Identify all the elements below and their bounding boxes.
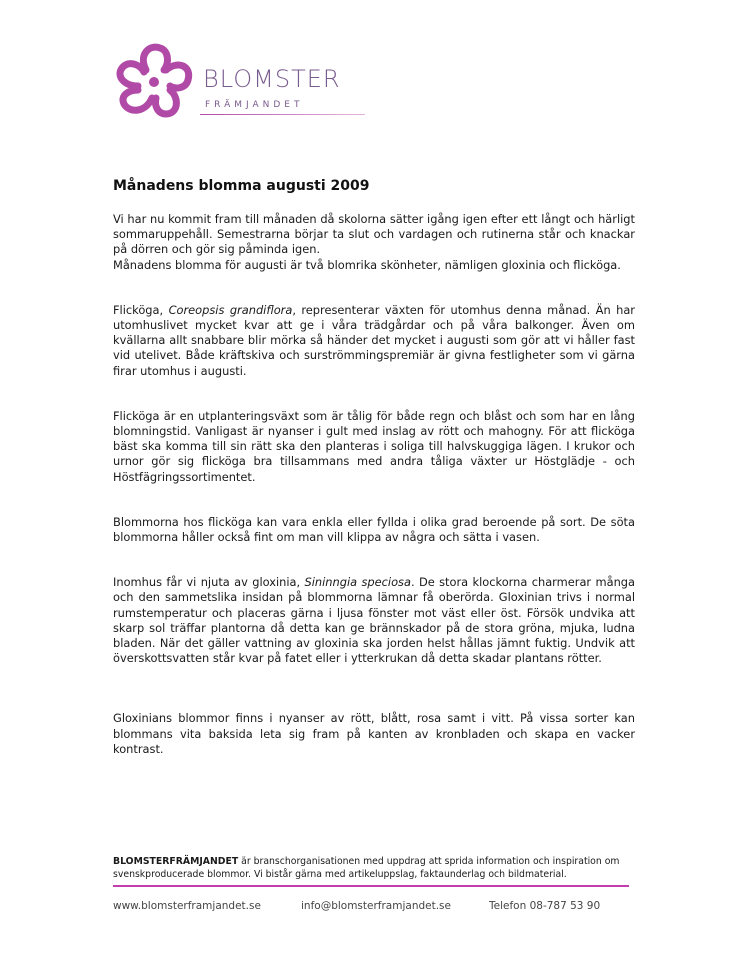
article: [113, 178, 635, 757]
paragraph-5: Blommorna hos flicköga kan vara enkla eller fyllda i olika grad beroende på sort. De söta blommorna håller också fint om man vill klippa av några och sätta i vasen.: [113, 514, 635, 545]
logo-name: BLOMSTER: [203, 65, 341, 93]
paragraph-2: Månadens blomma för augusti är två blomrika skönheter, nämligen gloxinia och flickögа.: [113, 257, 621, 272]
footer-website-link[interactable]: www.blomsterframjandet.se: [113, 900, 261, 912]
blomsterframjandet-logo: [108, 40, 368, 130]
footer-divider: [113, 885, 629, 887]
footer-phone: Telefon 08-787 53 90: [489, 900, 601, 912]
paragraph-7: Gloxinians blommor finns i nyanser av rött, blått, rosa samt i vitt. På vissa sorter kan blommans vita baksida leta sig fram på kanten av kronbladen och skapa en vacker kontrast.: [113, 711, 635, 756]
flower-logo-icon: [108, 40, 203, 130]
paragraph-3: Flicköga, Coreopsis grandiflora, representerar växten för utomhus denna månad. Än har utomhuslivet mycket kvar att ge i våra trädgårdar och på våra balkonger. Även om kvällarna allt snabbare blir mörka så händer det mycket i augusti som gör att vi håller fast vid utelivet. Både kräftskiva och surströmmingspremiär är givna festligheter som vi gärna firar utomhus i augusti.: [113, 302, 635, 378]
logo-underline: [200, 114, 365, 115]
footer: [113, 855, 635, 912]
footer-org-name: BLOMSTERFRÄMJANDET: [113, 856, 239, 867]
paragraph-1: Vi har nu kommit fram till månaden då skolorna sätter igång igen efter ett långt och härligt sommaruppehåll. Semestrarna börjar ta slut och vardagen och rutinerna står och knackar på dörren och gör sig påminda igen.: [113, 212, 635, 257]
footer-contacts: [113, 900, 635, 912]
logo-subname: FRÄMJANDET: [205, 100, 304, 110]
latin-name-coreopsis: Coreopsis grandiflora: [168, 302, 293, 317]
footer-description: BLOMSTERFRÄMJANDET är branschorganisationen med uppdrag att sprida information och inspiration om svenskproducerade blommor. Vi bistår gärna med artikeluppslag, faktaunderlag och bildmaterial.: [113, 856, 620, 880]
latin-name-sinningia: Sininngia speciosa: [304, 575, 411, 590]
article-title: Månadens blomma augusti 2009: [113, 178, 370, 194]
paragraph-6: Inomhus får vi njuta av gloxinia, Sininngia speciosa. De stora klockorna charmerar många och den sammetslika insidan på blommorna lämnar få oberörda. Gloxinian trivs i normal rumstemperatur och placeras gärna i ljusa fönster mot väst eller öst. Försök undvika att skarp sol träffar plantorna då detta kan ge brännskador på de stora gröna, mjuka, ludna bladen. När det gäller vattning av gloxinia ska jorden helst hållas jämnt fuktig. Undvik att överskottsvatten står kvar på fatet eller i ytterkrukan då detta skadar plantans rötter.: [113, 575, 635, 666]
footer-email-link[interactable]: info@blomsterframjandet.se: [301, 900, 451, 912]
paragraph-4: Flicköga är en utplanteringsväxt som är tålig för både regn och blåst och som har en lång blomningstid. Vanligast är nyanser i gult med inslag av rött och mahogny. För att flicköga bäst ska komma till sin rätt ska den planteras i soliga till halvskuggiga lägen. I krukor och urnor gör sig flicköga bra tillsammans med andra tåliga växter ur Höstglädje - och Höstfägringssortimentet.: [113, 408, 635, 484]
